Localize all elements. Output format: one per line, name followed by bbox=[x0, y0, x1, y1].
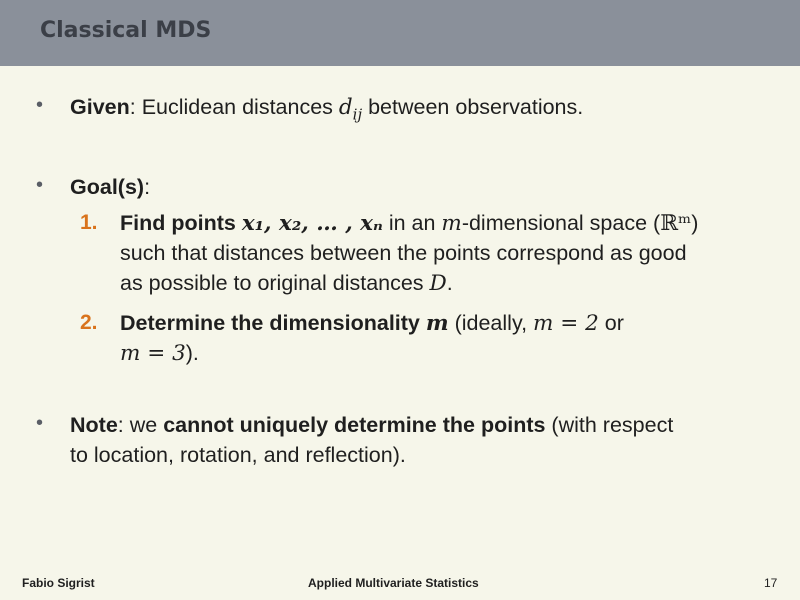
goal-1-text3: ) bbox=[691, 211, 699, 235]
goal-1-math: x₁, x₂, … , xₙ bbox=[241, 211, 383, 236]
goals-label: Goal(s) bbox=[70, 175, 145, 199]
goal-1-line1 bbox=[120, 208, 698, 239]
goal-2-bold: Determine the dimensionality bbox=[120, 311, 426, 335]
goal-1-line2: such that distances between the points correspond as good bbox=[120, 241, 687, 265]
goal-1-text2: -dimensional space ( bbox=[461, 211, 661, 235]
goal-1-number: 1. bbox=[80, 211, 98, 234]
bullet-dot: • bbox=[36, 412, 44, 434]
goal-2-number: 2. bbox=[80, 311, 98, 334]
goal-1-text: in an bbox=[382, 211, 442, 235]
given-text2: between observations. bbox=[362, 95, 584, 119]
footer-author: Fabio Sigrist bbox=[22, 576, 95, 590]
given-math: d bbox=[338, 95, 353, 120]
goal-1-line3a: as possible to original distances bbox=[120, 271, 430, 295]
given-math-sub: ij bbox=[352, 105, 363, 124]
goal-2-line1 bbox=[120, 308, 624, 339]
page-number: 17 bbox=[764, 576, 778, 590]
footer-course: Applied Multivariate Statistics bbox=[308, 576, 479, 590]
note-text: : we bbox=[117, 413, 164, 437]
goal-1-rm: ℝᵐ bbox=[660, 211, 692, 236]
slide-title: Classical MDS bbox=[40, 18, 212, 43]
goals-colon: : bbox=[144, 175, 151, 199]
goal-1-line3 bbox=[120, 268, 453, 299]
goal-2-mathb: m bbox=[425, 311, 449, 336]
bullet-dot: • bbox=[36, 94, 44, 116]
goal-2-eq1: m = 2 bbox=[533, 311, 599, 336]
goal-1-bold: Find points bbox=[120, 211, 242, 235]
bullet-dot: • bbox=[36, 174, 44, 196]
goal-2-line2 bbox=[120, 338, 199, 369]
note-line1 bbox=[70, 410, 673, 440]
goal-1-line3m: D bbox=[429, 271, 447, 296]
goal-1-line3b: . bbox=[446, 271, 453, 295]
goal-2-text: (ideally, bbox=[448, 311, 534, 335]
given-label: Given bbox=[70, 95, 130, 119]
goal-2-text2: or bbox=[598, 311, 624, 335]
given-text: : Euclidean distances bbox=[129, 95, 339, 119]
goal-2-text3: ). bbox=[185, 341, 199, 365]
note-label: Note bbox=[70, 413, 118, 437]
note-bold: cannot uniquely determine the points bbox=[163, 413, 546, 437]
note-text2: (with respect bbox=[545, 413, 674, 437]
goals-line bbox=[70, 172, 150, 202]
goal-1-m: m bbox=[441, 211, 462, 236]
goal-2-eq2: m = 3 bbox=[120, 341, 186, 366]
note-line2: to location, rotation, and reflection). bbox=[70, 443, 406, 467]
given-line bbox=[70, 92, 583, 129]
